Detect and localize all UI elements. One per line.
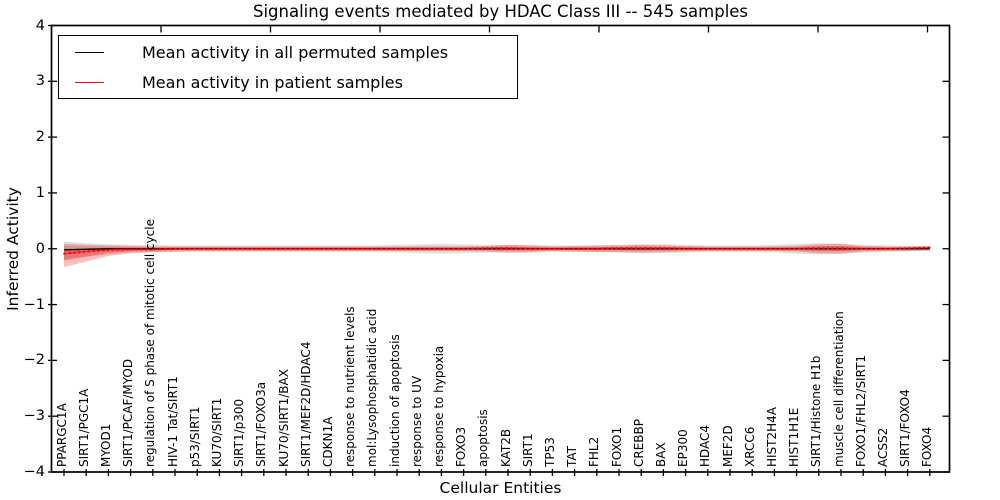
chart-title: Signaling events mediated by HDAC Class III -- 545 samples <box>252 2 749 21</box>
y-tick-label: 3 <box>35 73 45 90</box>
legend-label-patient: Mean activity in patient samples <box>142 72 403 92</box>
x-tick-label: EP300 <box>676 429 691 467</box>
x-tick-label: PPARGC1A <box>54 403 69 467</box>
x-tick-label: HDAC4 <box>698 424 713 467</box>
x-tick-label: KU70/SIRT1/BAX <box>276 369 291 467</box>
x-tick-label: SIRT1/p300 <box>232 398 247 467</box>
y-axis-label: Inferred Activity <box>4 187 22 311</box>
x-tick-label: KU70/SIRT1 <box>209 397 224 467</box>
x-tick-label: SIRT1/FOXO4 <box>898 389 913 467</box>
x-tick-label: MYOD1 <box>98 423 113 467</box>
y-tick-label: −1 <box>23 296 45 313</box>
y-tick-label: −2 <box>23 352 45 369</box>
x-tick-label: CREBBP <box>631 419 646 467</box>
x-tick-label: mol:Lysophosphatidic acid <box>365 308 380 467</box>
x-tick-label: apoptosis <box>476 409 491 467</box>
x-tick-label: BAX <box>653 442 668 467</box>
x-tick-label: response to UV <box>409 375 424 467</box>
y-tick-label: 2 <box>35 129 45 146</box>
x-tick-label: SIRT1/Histone H1b <box>809 355 824 467</box>
x-tick-label: HIST2H4A <box>764 406 779 467</box>
legend-line-permuted <box>75 52 104 53</box>
x-tick-label: MEF2D <box>720 425 735 467</box>
y-tick-label: 4 <box>35 17 45 34</box>
x-tick-label: response to nutrient levels <box>343 306 358 467</box>
x-tick-label: HIV-1 Tat/SIRT1 <box>165 376 180 467</box>
x-tick-label: induction of apoptosis <box>387 334 402 467</box>
x-tick-label: SIRT1/PCAF/MYOD <box>121 358 136 467</box>
x-tick-label: TP53 <box>542 437 557 467</box>
x-tick-label: TAT <box>565 445 580 467</box>
legend-label-permuted: Mean activity in all permuted samples <box>142 42 449 62</box>
legend-item <box>59 69 517 95</box>
x-tick-label: HIST1H1E <box>787 407 802 467</box>
x-tick-label: SIRT1/PGC1A <box>76 388 91 467</box>
x-tick-label: regulation of S phase of mitotic cell cycle <box>143 219 158 467</box>
y-tick-label: 0 <box>35 240 45 257</box>
x-axis-label: Cellular Entities <box>439 479 562 497</box>
x-tick-label: FOXO3 <box>454 426 469 467</box>
x-tick-label: ACSS2 <box>875 427 890 467</box>
legend-line-patient <box>75 82 104 83</box>
legend-item <box>59 39 517 65</box>
x-tick-label: response to hypoxia <box>431 345 446 467</box>
y-tick-label: 1 <box>35 184 45 201</box>
x-tick-label: CDKN1A <box>320 416 335 467</box>
x-tick-label: XRCC6 <box>742 426 757 467</box>
legend <box>58 35 518 99</box>
x-tick-label: SIRT1 <box>520 433 535 467</box>
x-tick-label: FOXO1 <box>609 426 624 467</box>
x-tick-label: FOXO4 <box>920 426 935 467</box>
y-tick-label: −4 <box>23 464 45 480</box>
y-tick-label: −3 <box>23 408 45 425</box>
x-tick-label: p53/SIRT1 <box>187 406 202 467</box>
x-tick-label: FOXO1/FHL2/SIRT1 <box>853 354 868 467</box>
x-tick-label: muscle cell differentiation <box>831 311 846 467</box>
x-tick-label: KAT2B <box>498 428 513 467</box>
x-tick-label: FHL2 <box>587 436 602 467</box>
x-tick-label: SIRT1/FOXO3a <box>254 381 269 467</box>
x-tick-label: SIRT1/MEF2D/HDAC4 <box>298 341 313 467</box>
